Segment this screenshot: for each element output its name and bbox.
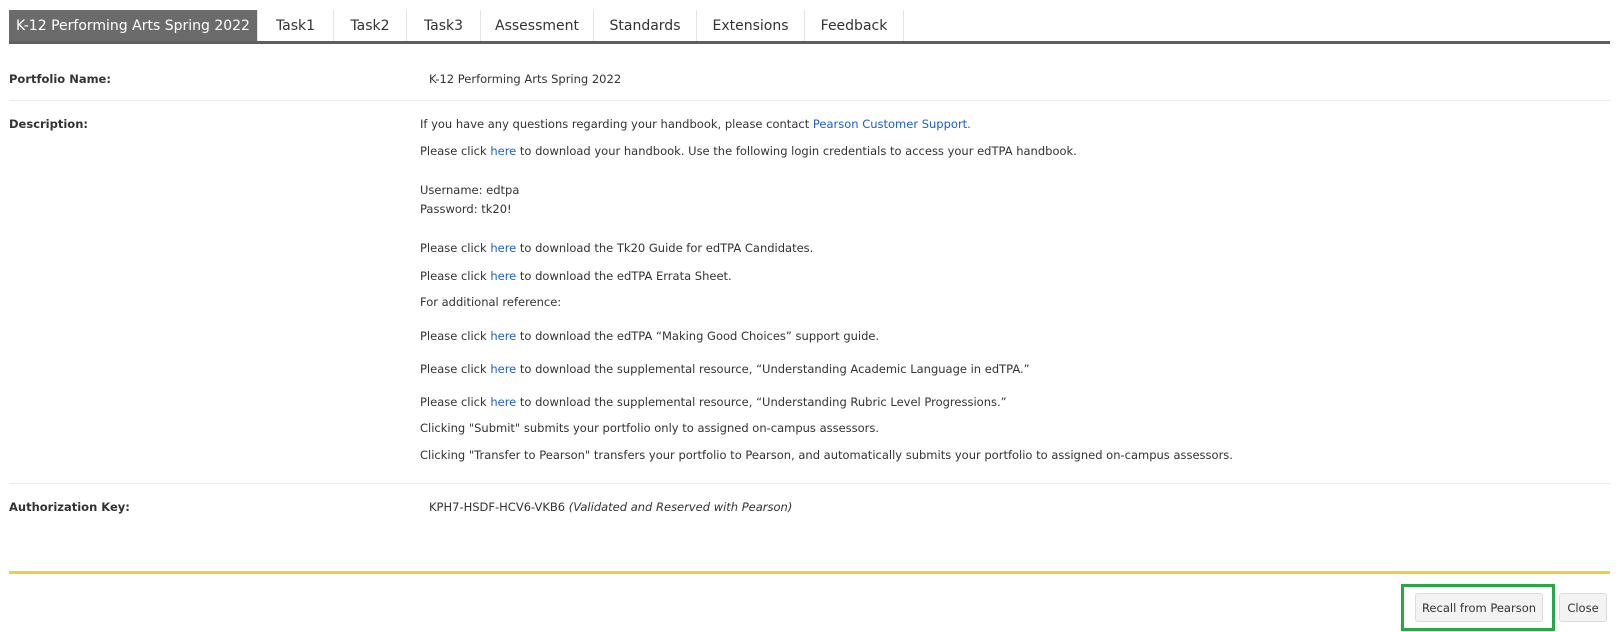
text: Please click	[420, 144, 491, 158]
description-line-tk20-guide	[420, 241, 813, 255]
good-choices-here-link[interactable]: here	[490, 329, 517, 343]
handbook-here-link[interactable]: here	[490, 144, 517, 158]
tab-bar	[9, 10, 1610, 44]
text: to download the supplemental resource, “Understanding Academic Language in edTPA.”	[516, 362, 1030, 376]
description-line-rubric	[420, 395, 1007, 409]
text: Please click	[420, 362, 491, 376]
text: Please click	[420, 241, 491, 255]
portfolio-name-value: K-12 Performing Arts Spring 2022	[429, 72, 622, 86]
tab-portfolio[interactable]: K-12 Performing Arts Spring 2022	[9, 10, 258, 41]
errata-here-link[interactable]: here	[490, 269, 517, 283]
text: If you have any questions regarding your handbook, please contact	[420, 117, 813, 131]
text: to download the Tk20 Guide for edTPA Candidates.	[516, 241, 814, 255]
tab-task1[interactable]: Task1	[258, 10, 334, 41]
text: to download the supplemental resource, “Understanding Rubric Level Progressions.”	[516, 395, 1007, 409]
authorization-label: Authorization Key:	[9, 500, 130, 514]
close-button[interactable]: Close	[1559, 593, 1607, 622]
tab-feedback[interactable]: Feedback	[805, 10, 904, 41]
description-label: Description:	[9, 117, 88, 131]
pearson-support-link[interactable]: Pearson Customer Support.	[812, 117, 971, 131]
tab-extensions[interactable]: Extensions	[697, 10, 805, 41]
text: to download the edTPA “Making Good Choices” support guide.	[516, 329, 880, 343]
recall-from-pearson-button[interactable]: Recall from Pearson	[1415, 593, 1543, 622]
divider	[9, 483, 1610, 484]
description-line-good-choices	[420, 329, 879, 343]
tab-assessment[interactable]: Assessment	[481, 10, 594, 41]
divider	[9, 100, 1610, 101]
username-text: Username: edtpa	[420, 183, 520, 197]
tk20-guide-here-link[interactable]: here	[490, 241, 517, 255]
description-line-errata	[420, 269, 732, 283]
text: to download the edTPA Errata Sheet.	[516, 269, 732, 283]
submit-note-text: Clicking "Submit" submits your portfolio only to assigned on-campus assessors.	[420, 421, 880, 435]
tab-task2[interactable]: Task2	[334, 10, 407, 41]
text: to download your handbook. Use the following login credentials to access your edTPA handbook.	[516, 144, 1077, 158]
tab-task3[interactable]: Task3	[407, 10, 481, 41]
password-text: Password: tk20!	[420, 202, 512, 216]
authorization-status: (Validated and Reserved with Pearson)	[568, 500, 793, 514]
portfolio-name-label: Portfolio Name:	[9, 72, 111, 86]
rubric-here-link[interactable]: here	[490, 395, 517, 409]
description-line-support	[420, 117, 971, 131]
authorization-value	[429, 500, 1599, 514]
tab-standards[interactable]: Standards	[594, 10, 697, 41]
text: Please click	[420, 329, 491, 343]
authorization-key: KPH7-HSDF-HCV6-VKB6	[429, 500, 566, 514]
additional-reference-text: For additional reference:	[420, 295, 562, 309]
academic-language-here-link[interactable]: here	[490, 362, 517, 376]
description-line-handbook	[420, 144, 1077, 158]
text: Please click	[420, 395, 491, 409]
section-divider-yellow	[9, 571, 1610, 574]
text: Please click	[420, 269, 491, 283]
description-line-academic-language	[420, 362, 1030, 376]
transfer-note-text: Clicking "Transfer to Pearson" transfers your portfolio to Pearson, and automatically submits your portfolio to assigned on-campus assessors.	[420, 448, 1233, 462]
